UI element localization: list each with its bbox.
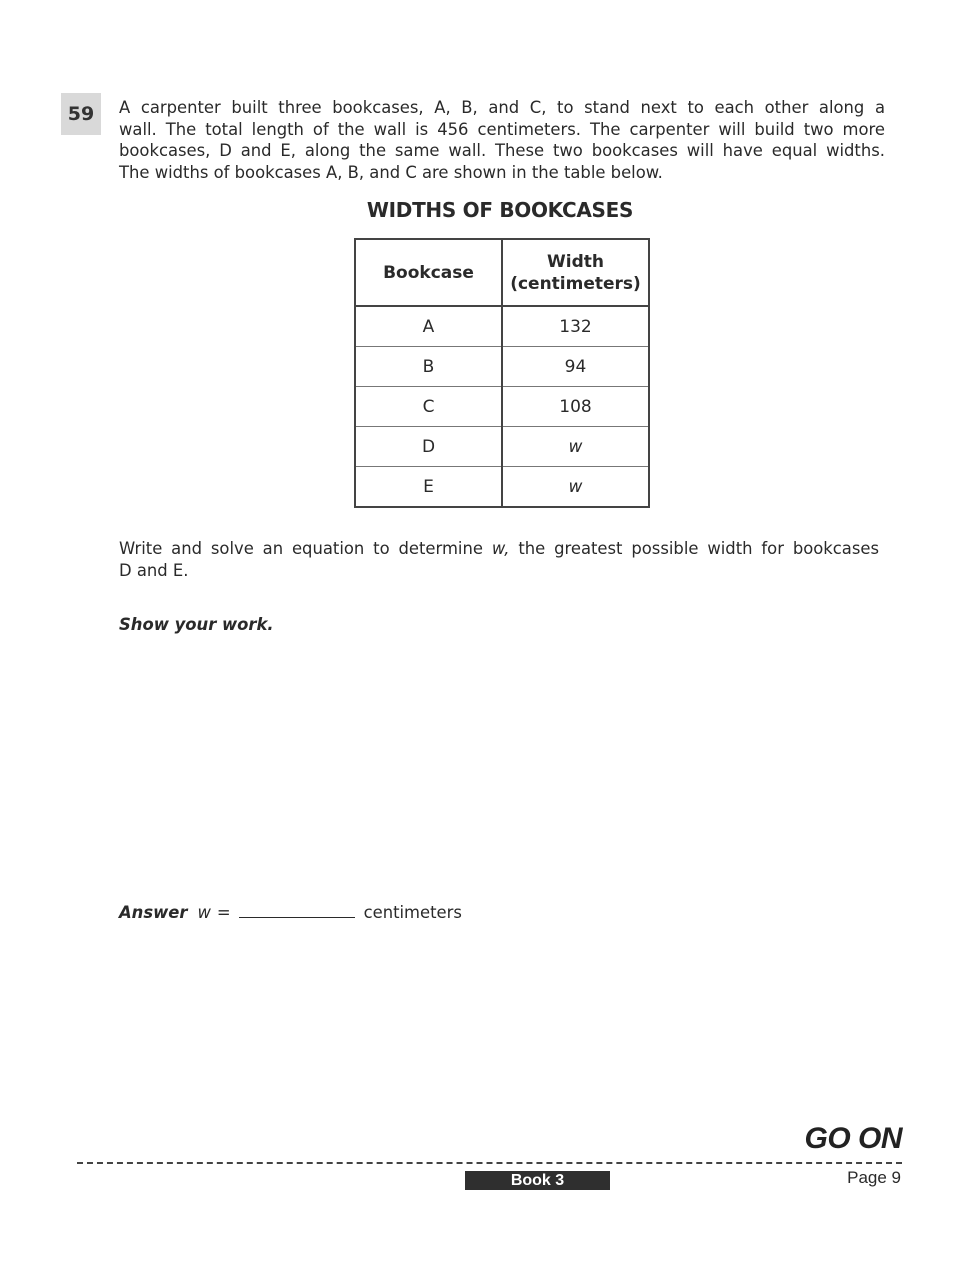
- cell-width: w: [568, 476, 583, 497]
- question-stem: [119, 97, 885, 183]
- table-header-row: [355, 239, 649, 306]
- book-badge: Book 3: [465, 1171, 610, 1190]
- prompt-line-1: [119, 538, 879, 560]
- cell-width: 132: [502, 306, 649, 347]
- header-width: [502, 239, 649, 306]
- cell-bookcase: D: [355, 427, 502, 467]
- header-width-line1: Width: [547, 251, 604, 272]
- cell-bookcase: E: [355, 467, 502, 508]
- header-bookcase: Bookcase: [355, 239, 502, 306]
- stem-line: wall. The total length of the wall is 456 centimeters. The carpenter will build two more: [119, 119, 885, 139]
- answer-equals: =: [216, 903, 231, 922]
- header-width-line2: (centimeters): [510, 273, 641, 294]
- table-row: [355, 387, 649, 427]
- footer-divider: [77, 1162, 902, 1164]
- prompt-text: the greatest possible width for bookcases: [518, 539, 879, 558]
- cell-bookcase: A: [355, 306, 502, 347]
- table-row: [355, 427, 649, 467]
- answer-blank[interactable]: [239, 903, 355, 918]
- table-row: [355, 306, 649, 347]
- question-prompt: [119, 538, 879, 581]
- table-title: WIDTHS OF BOOKCASES: [366, 198, 634, 222]
- answer-unit: centimeters: [363, 903, 462, 922]
- go-on-label: GO ON: [804, 1122, 902, 1155]
- table-row: [355, 467, 649, 508]
- answer-label: Answer: [119, 903, 188, 922]
- cell-bookcase: C: [355, 387, 502, 427]
- table-row: [355, 347, 649, 387]
- prompt-line-2: D and E.: [119, 560, 189, 580]
- cell-width: 108: [502, 387, 649, 427]
- bookcase-widths-table: [354, 238, 650, 508]
- page-number: Page 9: [847, 1168, 901, 1187]
- cell-bookcase: B: [355, 347, 502, 387]
- cell-width: 94: [502, 347, 649, 387]
- stem-line: The widths of bookcases A, B, and C are shown in the table below.: [119, 162, 663, 182]
- cell-width: w: [502, 427, 649, 467]
- prompt-text: Write and solve an equation to determine: [119, 539, 483, 558]
- question-number: 59: [61, 93, 101, 135]
- answer-variable: w: [197, 903, 211, 922]
- stem-line: bookcases, D and E, along the same wall. These two bookcases will have equal widths.: [119, 141, 885, 160]
- show-work-instruction: Show your work.: [119, 615, 274, 634]
- stem-line: A carpenter built three bookcases, A, B, and C, to stand next to each other along a: [119, 98, 885, 117]
- answer-line: [119, 903, 462, 922]
- prompt-variable: w,: [491, 539, 510, 558]
